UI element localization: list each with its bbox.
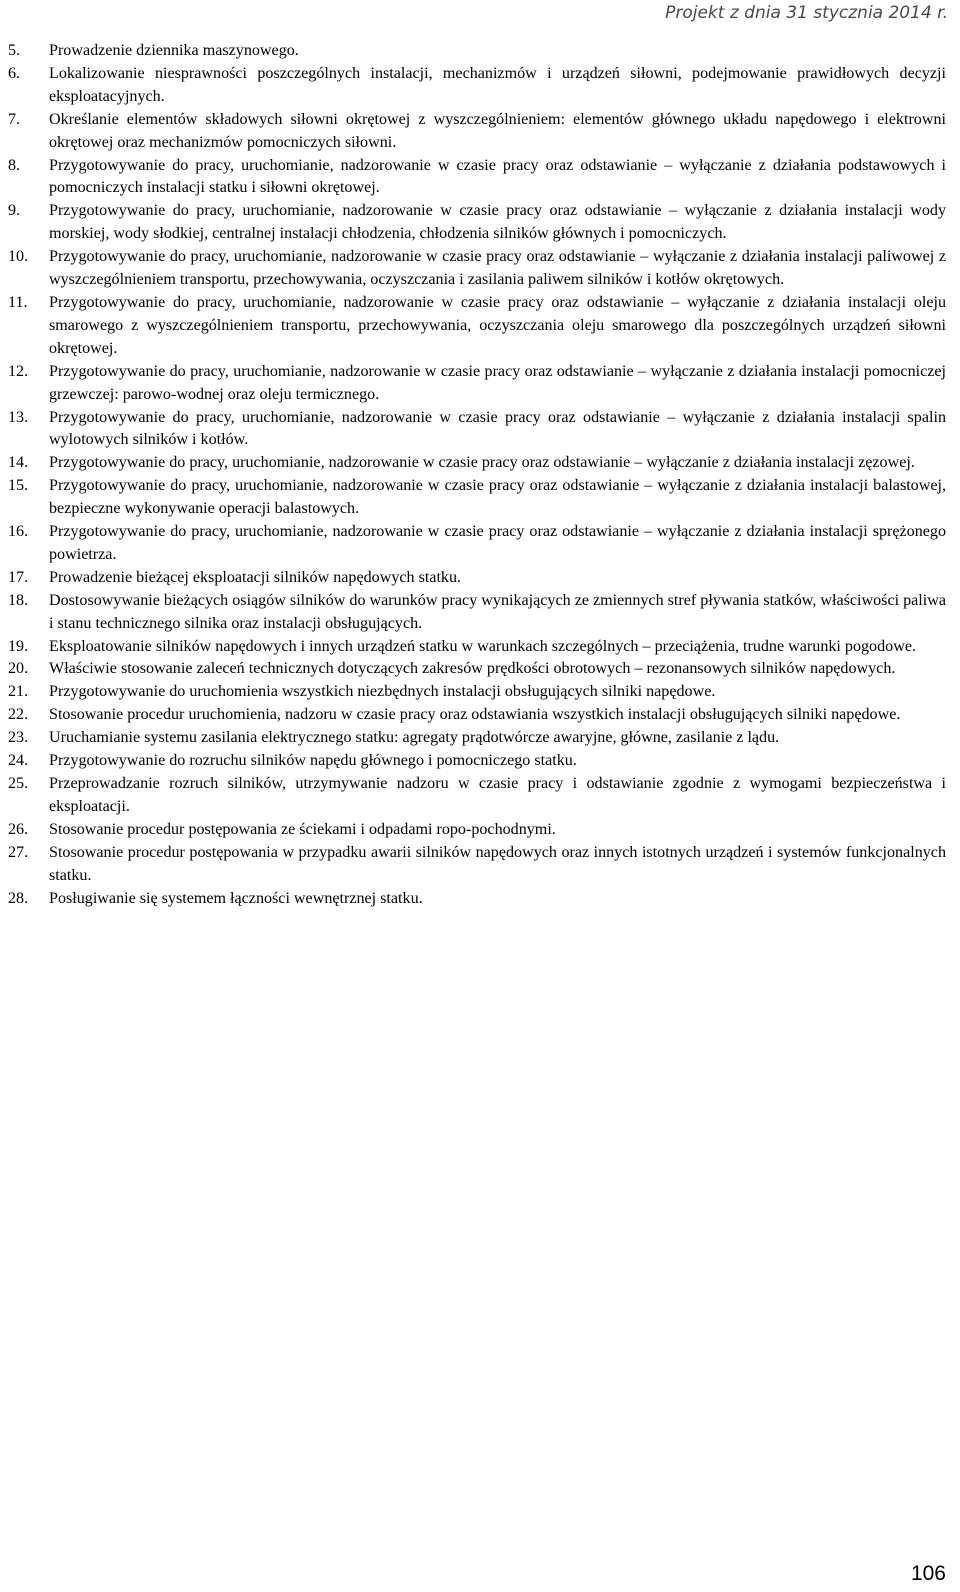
item-number: 9.: [8, 202, 21, 220]
item-text: Przygotowywanie do pracy, uruchomianie, nadzorowanie w czasie pracy oraz odstawianie – wyłączanie z działania podstawowych i pomocniczych instalacji statku i siłowni okrętowej.: [49, 156, 946, 197]
list-item: [8, 704, 946, 727]
item-text: Przygotowywanie do pracy, uruchomianie, nadzorowanie w czasie pracy oraz odstawianie – wyłączanie z działania instalacji paliwowej z wyszczególnieniem transportu, przechowywania, oczyszczania i zasilania paliwem silników i kotłów okrętowych.: [49, 248, 946, 289]
item-number: 23.: [8, 729, 29, 747]
item-text: Uruchamianie systemu zasilania elektrycznego statku: agregaty prądotwórcze awaryjne, główne, zasilanie z lądu.: [49, 729, 780, 747]
item-number: 27.: [8, 843, 29, 861]
list-item: [8, 636, 946, 659]
item-number: 26.: [8, 820, 29, 838]
list-item: [8, 475, 946, 521]
item-number: 16.: [8, 523, 29, 541]
list-item: [8, 521, 946, 567]
item-number: 22.: [8, 706, 29, 724]
item-number: 25.: [8, 775, 29, 792]
list-item: [8, 567, 946, 590]
list-item: [8, 681, 946, 704]
list-item: [8, 361, 946, 407]
item-text: Przygotowywanie do pracy, uruchomianie, nadzorowanie w czasie pracy oraz odstawianie – wyłączanie z działania instalacji sprężonego powietrza.: [49, 523, 946, 563]
item-text: Przygotowywanie do pracy, uruchomianie, nadzorowanie w czasie pracy oraz odstawianie – wyłączanie z działania instalacji pomocniczej grzewczej: parowo-wodnej oraz oleju termicznego.: [49, 362, 946, 403]
list-item: [8, 452, 946, 475]
item-text: Przygotowywanie do pracy, uruchomianie, nadzorowanie w czasie pracy oraz odstawianie – wyłączanie z działania instalacji balastowej, bezpieczne wykonywanie operacji balastowych.: [49, 477, 946, 518]
requirements-list: [8, 40, 946, 910]
item-number: 10.: [8, 248, 29, 266]
list-item: [8, 40, 946, 63]
page-header: Projekt z dnia 31 stycznia 2014 r.: [665, 3, 948, 23]
list-item: [8, 773, 946, 819]
list-item: [8, 750, 946, 773]
item-number: 17.: [8, 568, 29, 586]
item-text: Przygotowywanie do pracy, uruchomianie, nadzorowanie w czasie pracy oraz odstawianie – wyłączanie z działania instalacji spalin wylotowych silników i kotłów.: [49, 408, 946, 449]
item-text: Dostosowywanie bieżących osiągów silników do warunków pracy wynikających ze zmiennych stref pływania statków, właściwości paliwa i stanu technicznego silnika oraz instalacji obsługujących.: [49, 591, 946, 632]
item-number: 5.: [8, 42, 21, 59]
item-number: 19.: [8, 637, 29, 655]
item-number: 12.: [8, 362, 29, 380]
list-item: [8, 658, 946, 681]
item-text: Przygotowywanie do uruchomienia wszystkich niezbędnych instalacji obsługujących silniki napędowe.: [49, 683, 716, 701]
item-text: Przygotowywanie do rozruchu silników napędu głównego i pomocniczego statku.: [49, 752, 577, 770]
item-text: Przygotowywanie do pracy, uruchomianie, nadzorowanie w czasie pracy oraz odstawianie – wyłączanie z działania instalacji oleju smarowego z wyszczególnieniem transportu, przechowywania, oczyszczania oleju smarowego dla poszczególnych urządzeń siłowni okrętowej.: [49, 293, 946, 357]
item-number: 6.: [8, 64, 21, 82]
item-number: 11.: [8, 293, 28, 311]
item-number: 21.: [8, 683, 29, 701]
item-number: 15.: [8, 477, 29, 495]
item-text: Posługiwanie się systemem łączności wewnętrznej statku.: [49, 889, 423, 907]
list-item: [8, 155, 946, 201]
list-item: [8, 888, 946, 911]
item-text: Właściwie stosowanie zaleceń technicznych dotyczących zakresów prędkości obrotowych – rezonansowych silników napędowych.: [49, 660, 896, 678]
item-text: Przygotowywanie do pracy, uruchomianie, nadzorowanie w czasie pracy oraz odstawianie – wyłączanie z działania instalacji zęzowej.: [49, 454, 915, 472]
list-item: [8, 292, 946, 361]
item-text: Prowadzenie bieżącej eksploatacji silników napędowych statku.: [49, 568, 462, 586]
item-number: 18.: [8, 591, 29, 609]
list-item: [8, 819, 946, 842]
list-item: [8, 63, 946, 109]
list-item: [8, 200, 946, 246]
item-number: 28.: [8, 889, 29, 907]
item-text: Lokalizowanie niesprawności poszczególnych instalacji, mechanizmów i urządzeń siłowni, podejmowanie prawidłowych decyzji eksploatacyjnych.: [49, 64, 946, 105]
item-text: Przygotowywanie do pracy, uruchomianie, nadzorowanie w czasie pracy oraz odstawianie – wyłączanie z działania instalacji wody morskiej, wody słodkiej, centralnej instalacji chłodzenia, chłodzenia silników głównych i pomocniczych.: [49, 202, 946, 243]
item-text: Stosowanie procedur uruchomienia, nadzoru w czasie pracy oraz odstawiania wszystkich instalacji obsługujących silniki napędowe.: [49, 706, 901, 724]
item-text: Określanie elementów składowych siłowni okrętowej z wyszczególnieniem: elementów głównego układu napędowego i elektrowni okrętowej oraz mechanizmów pomocniczych siłowni.: [49, 110, 946, 151]
item-number: 7.: [8, 110, 21, 128]
list-item: [8, 109, 946, 155]
item-text: Stosowanie procedur postępowania w przypadku awarii silników napędowych oraz innych istotnych urządzeń i systemów funkcjonalnych statku.: [49, 843, 946, 884]
item-text: Przeprowadzanie rozruch silników, utrzymywanie nadzoru w czasie pracy i odstawianie zgodnie z wymogami bezpieczeństwa i eksploatacji.: [49, 775, 946, 815]
list-item: [8, 590, 946, 636]
item-text: Eksploatowanie silników napędowych i innych urządzeń statku w warunkach szczególnych – przeciążenia, trudne warunki pogodowe.: [49, 637, 916, 655]
list-item: [8, 246, 946, 292]
page-number: 106: [910, 1562, 946, 1585]
item-text: Prowadzenie dziennika maszynowego.: [49, 42, 299, 59]
item-text: Stosowanie procedur postępowania ze ściekami i odpadami ropo-pochodnymi.: [49, 820, 556, 838]
list-item: [8, 842, 946, 888]
list-item: [8, 727, 946, 750]
item-number: 14.: [8, 454, 29, 472]
item-number: 8.: [8, 156, 21, 174]
item-number: 20.: [8, 660, 29, 678]
item-number: 13.: [8, 408, 29, 426]
list-item: [8, 407, 946, 453]
item-number: 24.: [8, 752, 29, 770]
